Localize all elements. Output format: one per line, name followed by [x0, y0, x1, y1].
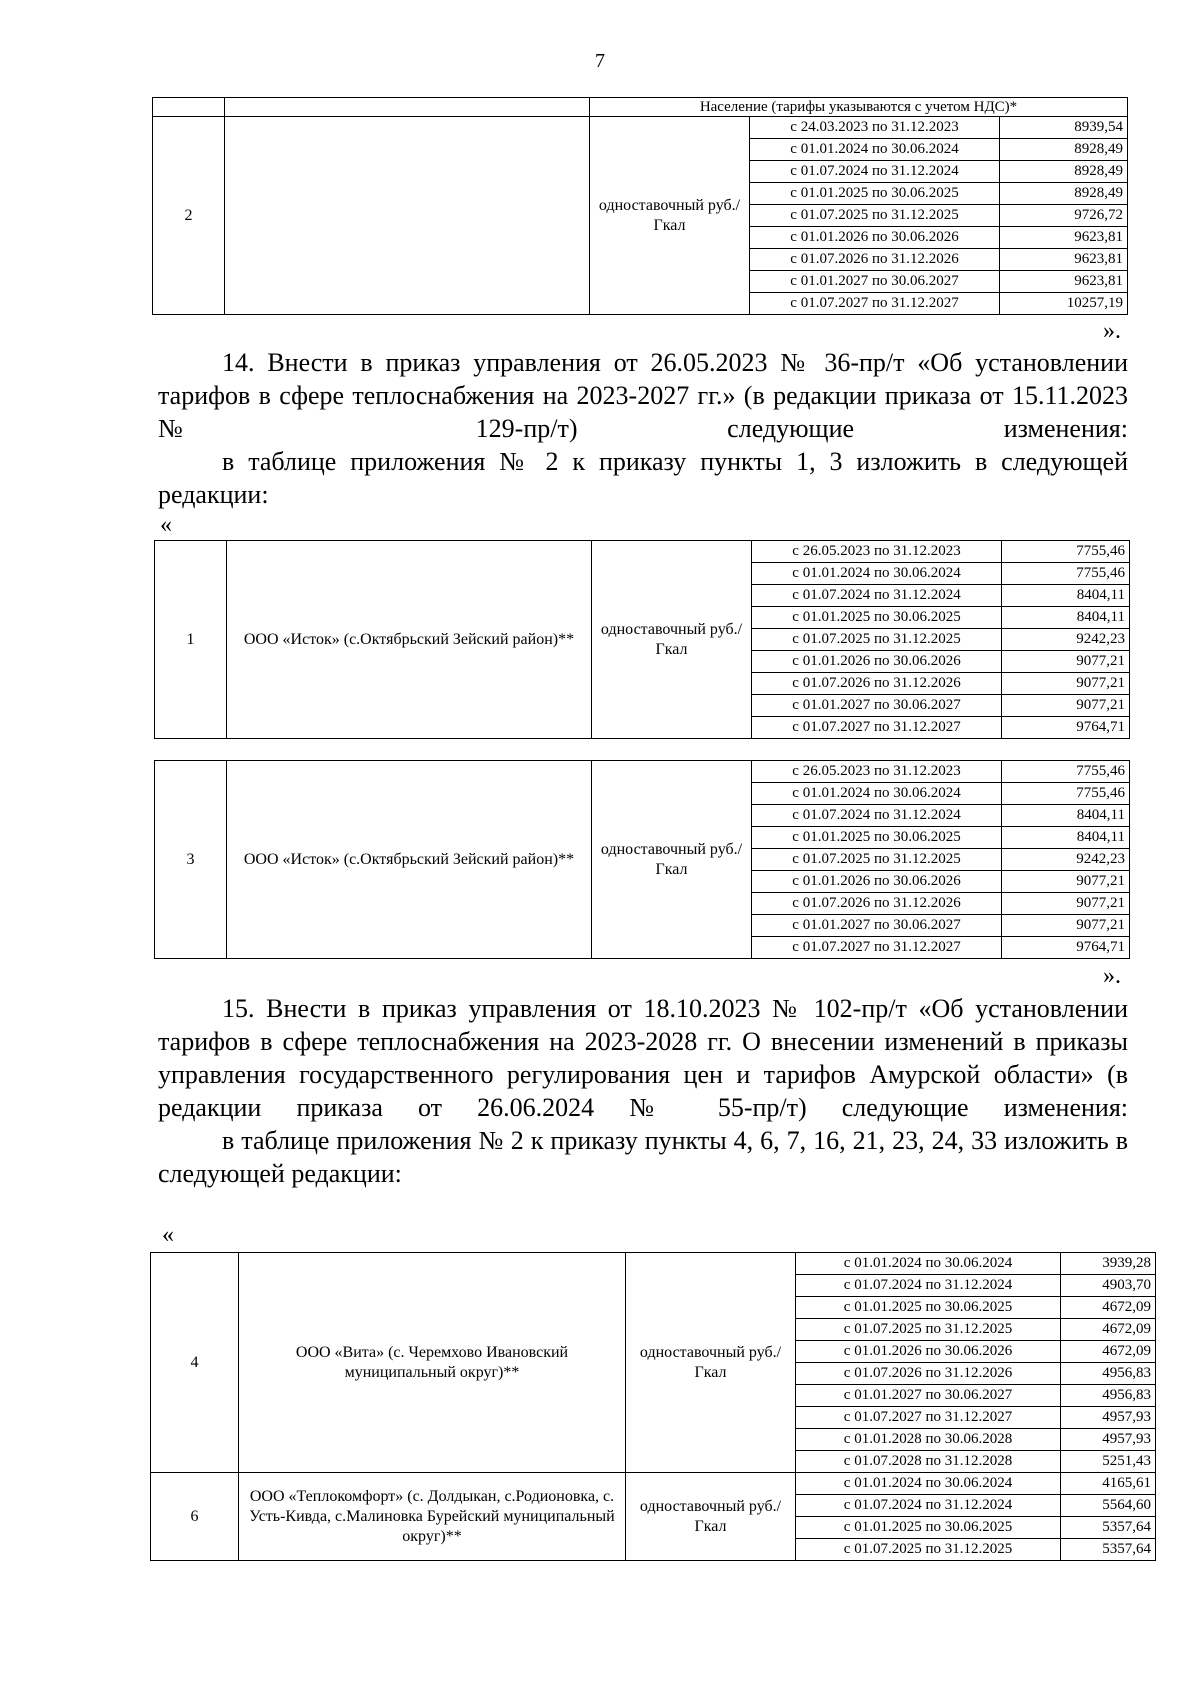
value-cell: 9764,71	[1002, 937, 1130, 959]
item-14-paragraph: 14. Внести в приказ управления от 26.05.2023 № 36-пр/т «Об установлении тарифов в сфере теплоснабжения на 2023-2027 гг.» (в редакции приказа от 15.11.2023 № 129-пр/т) следующие изменения:	[158, 348, 1128, 443]
value-cell: 8404,11	[1002, 827, 1130, 849]
period-cell: с 01.07.2027 по 31.12.2027	[796, 1407, 1061, 1429]
tariff-table-item-2	[152, 97, 1128, 315]
period-cell: с 01.07.2025 по 31.12.2025	[796, 1539, 1061, 1561]
value-cell: 5357,64	[1061, 1517, 1156, 1539]
period-cell: с 01.07.2026 по 31.12.2026	[796, 1363, 1061, 1385]
opening-quote: «	[162, 1222, 174, 1248]
period-cell: с 01.07.2026 по 31.12.2026	[752, 673, 1002, 695]
value-cell: 3939,28	[1061, 1253, 1156, 1275]
tariff-table-item-1	[154, 540, 1130, 739]
value-cell: 9077,21	[1002, 871, 1130, 893]
item-15-instruction: в таблице приложения № 2 к приказу пункты 4, 6, 7, 16, 21, 23, 24, 33 изложить в следующей редакции:	[158, 1126, 1128, 1188]
value-cell: 4672,09	[1061, 1341, 1156, 1363]
item-number: 2	[153, 117, 225, 315]
item-number: 6	[151, 1473, 239, 1561]
period-cell: с 24.03.2023 по 31.12.2023	[750, 117, 1000, 139]
value-cell: 9077,21	[1002, 651, 1130, 673]
value-cell: 9242,23	[1002, 629, 1130, 651]
value-cell: 9077,21	[1002, 915, 1130, 937]
period-cell: с 01.01.2027 по 30.06.2027	[752, 915, 1002, 937]
value-cell: 4903,70	[1061, 1275, 1156, 1297]
period-cell: с 01.01.2028 по 30.06.2028	[796, 1429, 1061, 1451]
item-15-block	[158, 992, 1128, 1190]
period-cell: с 01.01.2026 по 30.06.2026	[752, 871, 1002, 893]
tariff-table-item-3	[154, 760, 1130, 959]
value-cell: 4165,61	[1061, 1473, 1156, 1495]
period-cell: с 01.01.2027 по 30.06.2027	[796, 1385, 1061, 1407]
value-cell: 4672,09	[1061, 1297, 1156, 1319]
value-cell: 9077,21	[1002, 673, 1130, 695]
period-cell: с 01.07.2024 по 31.12.2024	[796, 1495, 1061, 1517]
period-cell: с 01.07.2024 по 31.12.2024	[752, 805, 1002, 827]
population-header: Население (тарифы указываются с учетом НДС)*	[590, 98, 1128, 117]
value-cell: 9623,81	[1000, 249, 1128, 271]
value-cell: 8404,11	[1002, 805, 1130, 827]
period-cell: с 01.07.2025 по 31.12.2025	[750, 205, 1000, 227]
item-number: 1	[155, 541, 227, 739]
period-cell: с 01.07.2027 по 31.12.2027	[750, 293, 1000, 315]
value-cell: 8928,49	[1000, 139, 1128, 161]
item-number: 4	[151, 1253, 239, 1473]
period-cell: с 01.01.2026 по 30.06.2026	[796, 1341, 1061, 1363]
period-cell: с 01.01.2027 по 30.06.2027	[752, 695, 1002, 717]
period-cell: с 01.07.2026 по 31.12.2026	[750, 249, 1000, 271]
rate-type: одноставочный руб./Гкал	[626, 1473, 796, 1561]
period-cell: с 01.01.2025 по 30.06.2025	[752, 827, 1002, 849]
period-cell: с 26.05.2023 по 31.12.2023	[752, 761, 1002, 783]
value-cell: 8939,54	[1000, 117, 1128, 139]
tariff-table-items-4-6	[150, 1252, 1156, 1561]
item-number: 3	[155, 761, 227, 959]
period-cell: с 01.01.2026 по 30.06.2026	[750, 227, 1000, 249]
organization-name: ООО «Исток» (с.Октябрьский Зейский район)**	[227, 541, 592, 739]
period-cell: с 01.01.2025 по 30.06.2025	[750, 183, 1000, 205]
value-cell: 4956,83	[1061, 1385, 1156, 1407]
period-cell: с 01.01.2024 по 30.06.2024	[750, 139, 1000, 161]
value-cell: 7755,46	[1002, 783, 1130, 805]
value-cell: 9077,21	[1002, 893, 1130, 915]
value-cell: 5357,64	[1061, 1539, 1156, 1561]
period-cell: с 01.01.2026 по 30.06.2026	[752, 651, 1002, 673]
period-cell: с 01.01.2024 по 30.06.2024	[752, 783, 1002, 805]
period-cell: с 01.07.2024 по 31.12.2024	[750, 161, 1000, 183]
closing-quote: ».	[1103, 318, 1121, 344]
period-cell: с 01.07.2024 по 31.12.2024	[796, 1275, 1061, 1297]
period-cell: с 01.07.2028 по 31.12.2028	[796, 1451, 1061, 1473]
value-cell: 9623,81	[1000, 227, 1128, 249]
value-cell: 4957,93	[1061, 1429, 1156, 1451]
value-cell: 9726,72	[1000, 205, 1128, 227]
period-cell: с 01.07.2025 по 31.12.2025	[752, 629, 1002, 651]
value-cell: 4957,93	[1061, 1407, 1156, 1429]
value-cell: 8404,11	[1002, 607, 1130, 629]
period-cell: с 01.01.2027 по 30.06.2027	[750, 271, 1000, 293]
item-14-instruction: в таблице приложения № 2 к приказу пункты 1, 3 изложить в следующей редакции:	[158, 447, 1128, 509]
period-cell: с 01.01.2025 по 30.06.2025	[796, 1517, 1061, 1539]
value-cell: 10257,19	[1000, 293, 1128, 315]
period-cell: с 01.01.2024 по 30.06.2024	[796, 1473, 1061, 1495]
item-15-paragraph: 15. Внести в приказ управления от 18.10.2023 № 102-пр/т «Об установлении тарифов в сфере теплоснабжения на 2023-2028 гг. О внесении изменений в приказы управления государственного регулирования цен и тарифов Амурской области» (в редакции приказа от 26.06.2024 № 55-пр/т) следующие изменения:	[158, 994, 1128, 1122]
empty-cell	[225, 98, 590, 117]
rate-type: одноставочный руб./Гкал	[592, 541, 752, 739]
period-cell: с 01.01.2024 по 30.06.2024	[752, 563, 1002, 585]
period-cell: с 01.07.2024 по 31.12.2024	[752, 585, 1002, 607]
value-cell: 9077,21	[1002, 695, 1130, 717]
value-cell: 8404,11	[1002, 585, 1130, 607]
value-cell: 7755,46	[1002, 563, 1130, 585]
closing-quote: ».	[1103, 963, 1121, 989]
period-cell: с 01.07.2027 по 31.12.2027	[752, 937, 1002, 959]
value-cell: 4672,09	[1061, 1319, 1156, 1341]
period-cell: с 01.07.2025 по 31.12.2025	[752, 849, 1002, 871]
value-cell: 8928,49	[1000, 161, 1128, 183]
rate-type: одноставочный руб./Гкал	[626, 1253, 796, 1473]
period-cell: с 01.01.2024 по 30.06.2024	[796, 1253, 1061, 1275]
organization-name: ООО «Теплокомфорт» (с. Долдыкан, с.Родионовка, с. Усть-Кивда, с.Малиновка Бурейский муниципальный округ)**	[239, 1473, 626, 1561]
period-cell: с 01.07.2026 по 31.12.2026	[752, 893, 1002, 915]
value-cell: 9242,23	[1002, 849, 1130, 871]
period-cell: с 01.07.2025 по 31.12.2025	[796, 1319, 1061, 1341]
organization-name: ООО «Вита» (с. Черемхово Ивановский муниципальный округ)**	[239, 1253, 626, 1473]
opening-quote: «	[160, 512, 172, 538]
value-cell: 7755,46	[1002, 761, 1130, 783]
value-cell: 4956,83	[1061, 1363, 1156, 1385]
rate-type: одноставочный руб./Гкал	[592, 761, 752, 959]
org-cell	[225, 117, 590, 315]
period-cell: с 01.01.2025 по 30.06.2025	[752, 607, 1002, 629]
value-cell: 5564,60	[1061, 1495, 1156, 1517]
period-cell: с 26.05.2023 по 31.12.2023	[752, 541, 1002, 563]
value-cell: 7755,46	[1002, 541, 1130, 563]
rate-type: одноставочный руб./Гкал	[590, 117, 750, 315]
value-cell: 9623,81	[1000, 271, 1128, 293]
organization-name: ООО «Исток» (с.Октябрьский Зейский район)**	[227, 761, 592, 959]
page-number: 7	[595, 50, 605, 72]
value-cell: 5251,43	[1061, 1451, 1156, 1473]
empty-cell	[153, 98, 225, 117]
period-cell: с 01.07.2027 по 31.12.2027	[752, 717, 1002, 739]
value-cell: 9764,71	[1002, 717, 1130, 739]
item-14-block	[158, 346, 1128, 511]
period-cell: с 01.01.2025 по 30.06.2025	[796, 1297, 1061, 1319]
value-cell: 8928,49	[1000, 183, 1128, 205]
